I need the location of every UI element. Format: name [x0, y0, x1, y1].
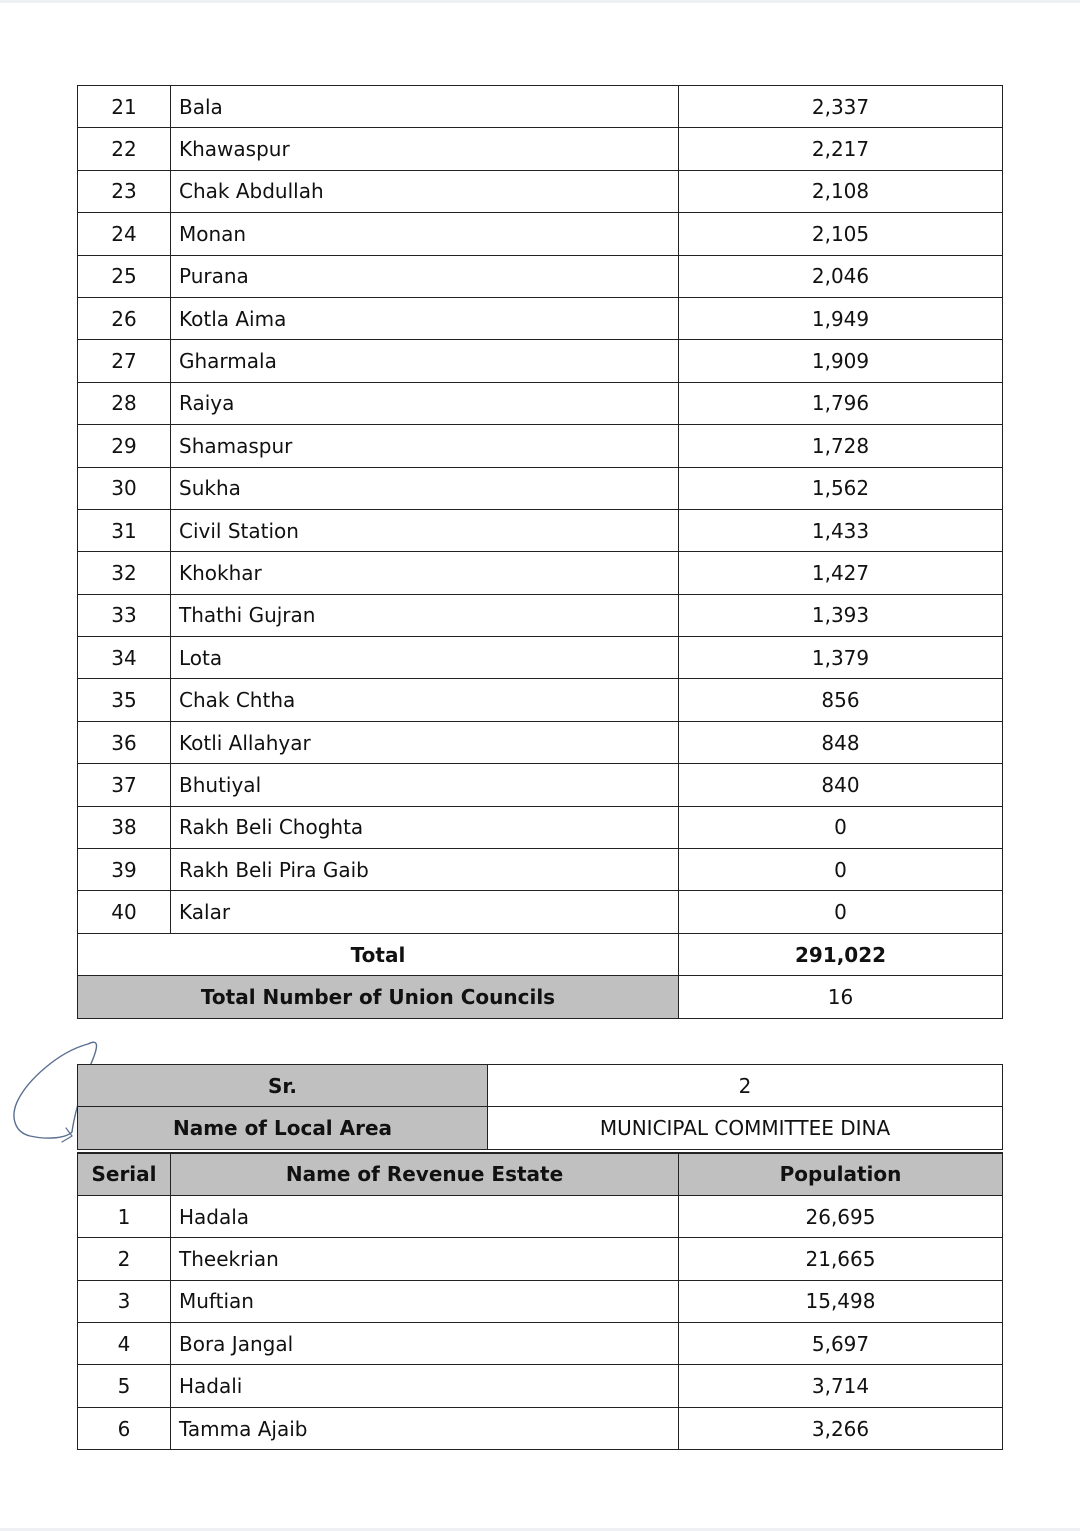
- revenue-estates-table-dina: [77, 1152, 1003, 1450]
- serial-cell: 1: [78, 1195, 171, 1237]
- serial-cell: 36: [78, 721, 171, 763]
- table-row: [78, 467, 1003, 509]
- population-cell: 0: [679, 849, 1003, 891]
- table-row: [78, 509, 1003, 551]
- table-row: [78, 1323, 1003, 1365]
- serial-cell: 39: [78, 849, 171, 891]
- union-councils-label: Total Number of Union Councils: [78, 976, 679, 1018]
- union-councils-value: 16: [679, 976, 1003, 1018]
- serial-cell: 31: [78, 509, 171, 551]
- serial-cell: 30: [78, 467, 171, 509]
- population-cell: 5,697: [679, 1323, 1003, 1365]
- estate-name-cell: Shamaspur: [171, 425, 679, 467]
- serial-cell: 27: [78, 340, 171, 382]
- estate-name-cell: Sukha: [171, 467, 679, 509]
- serial-cell: 6: [78, 1407, 171, 1449]
- population-cell: 0: [679, 891, 1003, 933]
- serial-cell: 33: [78, 594, 171, 636]
- estate-name-cell: Muftian: [171, 1280, 679, 1322]
- serial-cell: 38: [78, 806, 171, 848]
- estate-name-cell: Rakh Beli Pira Gaib: [171, 849, 679, 891]
- serial-cell: 2: [78, 1238, 171, 1280]
- serial-cell: 5: [78, 1365, 171, 1407]
- serial-cell: 22: [78, 128, 171, 170]
- serial-cell: 24: [78, 213, 171, 255]
- population-cell: 3,266: [679, 1407, 1003, 1449]
- estate-name-cell: Bhutiyal: [171, 764, 679, 806]
- estate-name-cell: Khokhar: [171, 552, 679, 594]
- page-top-edge: [0, 0, 1080, 3]
- table-row: [78, 764, 1003, 806]
- revenue-estates-table-continued: [77, 85, 1003, 1019]
- estate-name-cell: Hadala: [171, 1195, 679, 1237]
- population-header: Population: [679, 1153, 1003, 1195]
- estate-name-cell: Gharmala: [171, 340, 679, 382]
- population-cell: 0: [679, 806, 1003, 848]
- table-a-body: [78, 86, 1003, 1019]
- estate-name-cell: Lota: [171, 637, 679, 679]
- estate-name-cell: Raiya: [171, 382, 679, 424]
- population-cell: 856: [679, 679, 1003, 721]
- population-cell: 2,105: [679, 213, 1003, 255]
- serial-cell: 35: [78, 679, 171, 721]
- table-row: [78, 637, 1003, 679]
- table-row: [78, 382, 1003, 424]
- population-cell: 2,337: [679, 86, 1003, 128]
- serial-cell: 34: [78, 637, 171, 679]
- header-row: [78, 1153, 1003, 1195]
- total-row: [78, 933, 1003, 975]
- table-row: [78, 255, 1003, 297]
- estate-name-cell: Theekrian: [171, 1238, 679, 1280]
- serial-cell: 40: [78, 891, 171, 933]
- sr-value: 2: [488, 1065, 1003, 1107]
- population-cell: 3,714: [679, 1365, 1003, 1407]
- estate-name-cell: Monan: [171, 213, 679, 255]
- serial-cell: 37: [78, 764, 171, 806]
- estate-name-cell: Thathi Gujran: [171, 594, 679, 636]
- estate-name-cell: Tamma Ajaib: [171, 1407, 679, 1449]
- table-row: [78, 1195, 1003, 1237]
- table-row: [78, 806, 1003, 848]
- serial-cell: 29: [78, 425, 171, 467]
- serial-cell: 28: [78, 382, 171, 424]
- union-councils-row: [78, 976, 1003, 1018]
- estate-name-cell: Chak Abdullah: [171, 170, 679, 212]
- serial-cell: 25: [78, 255, 171, 297]
- table-row: [78, 297, 1003, 339]
- table-row: [78, 1365, 1003, 1407]
- serial-header: Serial: [78, 1153, 171, 1195]
- serial-cell: 21: [78, 86, 171, 128]
- estate-name-cell: Rakh Beli Choghta: [171, 806, 679, 848]
- table-row: [78, 594, 1003, 636]
- table-row: [78, 679, 1003, 721]
- population-cell: 848: [679, 721, 1003, 763]
- estate-name-cell: Purana: [171, 255, 679, 297]
- population-cell: 1,909: [679, 340, 1003, 382]
- estate-name-cell: Civil Station: [171, 509, 679, 551]
- table-row: [78, 891, 1003, 933]
- local-area-label: Name of Local Area: [78, 1107, 488, 1149]
- table-row: [78, 721, 1003, 763]
- population-cell: 2,108: [679, 170, 1003, 212]
- population-cell: 1,379: [679, 637, 1003, 679]
- estate-name-cell: Kotla Aima: [171, 297, 679, 339]
- table-row: [78, 425, 1003, 467]
- total-value: 291,022: [679, 933, 1003, 975]
- population-cell: 1,728: [679, 425, 1003, 467]
- sr-label: Sr.: [78, 1065, 488, 1107]
- population-cell: 1,949: [679, 297, 1003, 339]
- population-cell: 2,046: [679, 255, 1003, 297]
- serial-cell: 23: [78, 170, 171, 212]
- total-label: Total: [78, 933, 679, 975]
- estate-name-cell: Hadali: [171, 1365, 679, 1407]
- population-cell: 2,217: [679, 128, 1003, 170]
- table-row: [78, 1407, 1003, 1449]
- estate-name-cell: Chak Chtha: [171, 679, 679, 721]
- table-row: [78, 1280, 1003, 1322]
- serial-cell: 3: [78, 1280, 171, 1322]
- table-row: [78, 552, 1003, 594]
- estate-name-cell: Bora Jangal: [171, 1323, 679, 1365]
- local-area-row: [78, 1107, 1003, 1149]
- population-cell: 1,393: [679, 594, 1003, 636]
- local-area-value: MUNICIPAL COMMITTEE DINA: [488, 1107, 1003, 1149]
- population-cell: 1,433: [679, 509, 1003, 551]
- serial-cell: 26: [78, 297, 171, 339]
- estate-name-cell: Khawaspur: [171, 128, 679, 170]
- table-row: [78, 340, 1003, 382]
- population-cell: 1,562: [679, 467, 1003, 509]
- estate-name-cell: Kalar: [171, 891, 679, 933]
- table-row: [78, 849, 1003, 891]
- serial-cell: 4: [78, 1323, 171, 1365]
- population-cell: 21,665: [679, 1238, 1003, 1280]
- local-area-info-table: [77, 1064, 1003, 1150]
- population-cell: 15,498: [679, 1280, 1003, 1322]
- population-cell: 26,695: [679, 1195, 1003, 1237]
- estate-name-cell: Kotli Allahyar: [171, 721, 679, 763]
- population-cell: 1,427: [679, 552, 1003, 594]
- sr-row: [78, 1065, 1003, 1107]
- table-row: [78, 1238, 1003, 1280]
- estate-name-header: Name of Revenue Estate: [171, 1153, 679, 1195]
- population-cell: 1,796: [679, 382, 1003, 424]
- table-row: [78, 213, 1003, 255]
- estate-name-cell: Bala: [171, 86, 679, 128]
- serial-cell: 32: [78, 552, 171, 594]
- table-row: [78, 86, 1003, 128]
- table-row: [78, 128, 1003, 170]
- table-row: [78, 170, 1003, 212]
- population-cell: 840: [679, 764, 1003, 806]
